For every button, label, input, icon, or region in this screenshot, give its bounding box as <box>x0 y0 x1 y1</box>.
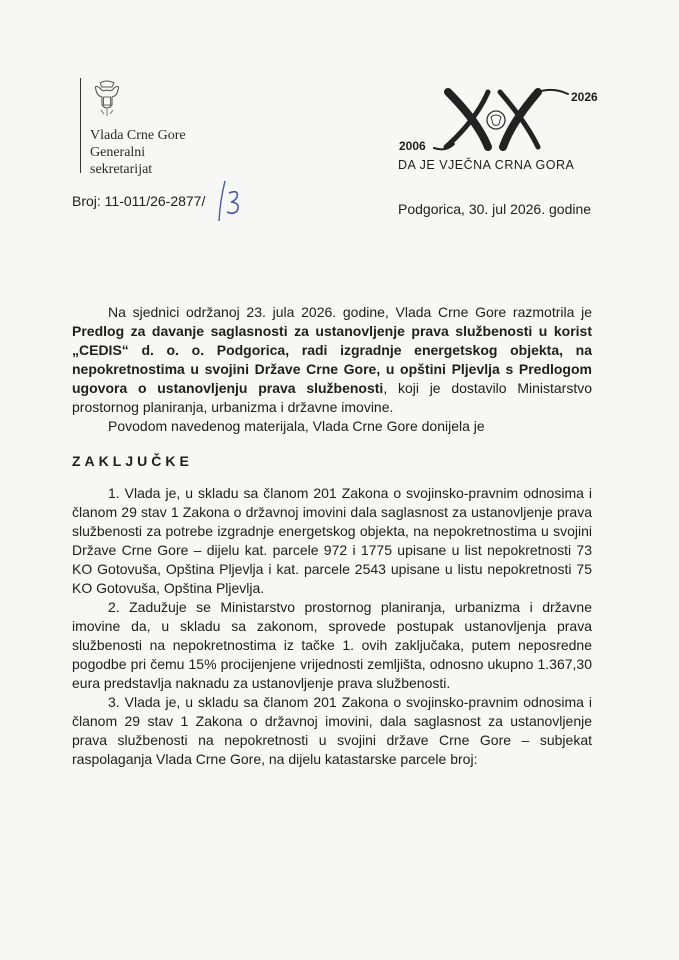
gov-department-2: sekretarijat <box>90 162 153 177</box>
document-body <box>72 303 592 769</box>
conclusions-heading: ZAKLJUČKE <box>72 453 193 469</box>
header-divider <box>80 78 81 173</box>
conclusion-item-3: 3. Vlada je, u skladu sa članom 201 Zakona o svojinsko-pravnim odnosima i članom 29 stav 1 Zakona o državnoj imovini, dala saglasnost za ustanovljenje prava službenosti na nepokretnosti u svojini države Crne Gore – subjekat raspolaganja Vlada Crne Gore, na dijelu katastarske parcele broj: <box>72 694 592 767</box>
intro-text-b: , koji je dostavilo Ministarstvo prostornog planiranja, urbanizma i državne imovine. <box>72 380 592 415</box>
intro-paragraph <box>72 303 592 417</box>
logo-slogan: DA JE VJEČNA CRNA GORA <box>398 158 575 172</box>
conclusion-item-1: 1. Vlada je, u skladu sa članom 201 Zakona o svojinsko-pravnim odnosima i članom 29 stav 1 Zakona o državnoj imovini dala saglasnost za ustanovljenje prava službenosti za potrebe izgradnje energetskog objekta, na nepokretnostima u svojini Države Crne Gore – dijelu kat. parcele 972 i 1775 upisane u list nepokretnosti 73 KO Gotovuša, Opština Pljevlja i kat. parcele 2543 upisane u listu nepokretnosti 75 KO Gotovuša, Opština Pljevlja. <box>72 485 592 596</box>
gov-name: Vlada Crne Gore <box>90 128 186 143</box>
reference-number-text: Broj: 11-011/26-2877/ <box>72 193 206 209</box>
proposal-title: Predlog za davanje saglasnosti za ustanovljenje prava službenosti u korist „CEDIS“ d. o. o. Podgorica, radi izgradnje energetskog objekta, na nepokretnostima u svojini Države Crne Gore, u opštini Pljevlja s Predlogom ugovora o ustanovljenju prava službenosti <box>72 323 592 396</box>
anniversary-logo <box>388 82 618 192</box>
government-header <box>80 72 240 182</box>
logo-year-start: 2006 <box>399 139 426 153</box>
intro-paragraph-2: Povodom navedenog materijala, Vlada Crne Gore donijela je <box>108 418 485 434</box>
document-date: Podgorica, 30. jul 2026. godine <box>398 201 592 217</box>
logo-year-end: 2026 <box>571 90 598 104</box>
coat-of-arms-icon <box>92 80 122 118</box>
reference-number <box>72 193 205 209</box>
intro-text-a: Na sjednici održanoj 23. jula 2026. godine, Vlada Crne Gore razmotrila je <box>108 304 592 320</box>
handwritten-mark <box>215 179 249 223</box>
conclusion-item-2: 2. Zadužuje se Ministarstvo prostornog planiranja, urbanizma i državne imovine da, u skladu sa zakonom, sprovede postupak ustanovljenja prava službenosti na nepokretnostima iz tačke 1. ovih zaključaka, putem neposredne pogodbe pri čemu 15% procijenjene vrijednosti zemljišta, odnosno ukupno 1.367,30 eura predstavlja naknadu za ustanovljenje prava službenosti. <box>72 599 592 691</box>
gov-department: Generalni <box>90 145 146 160</box>
